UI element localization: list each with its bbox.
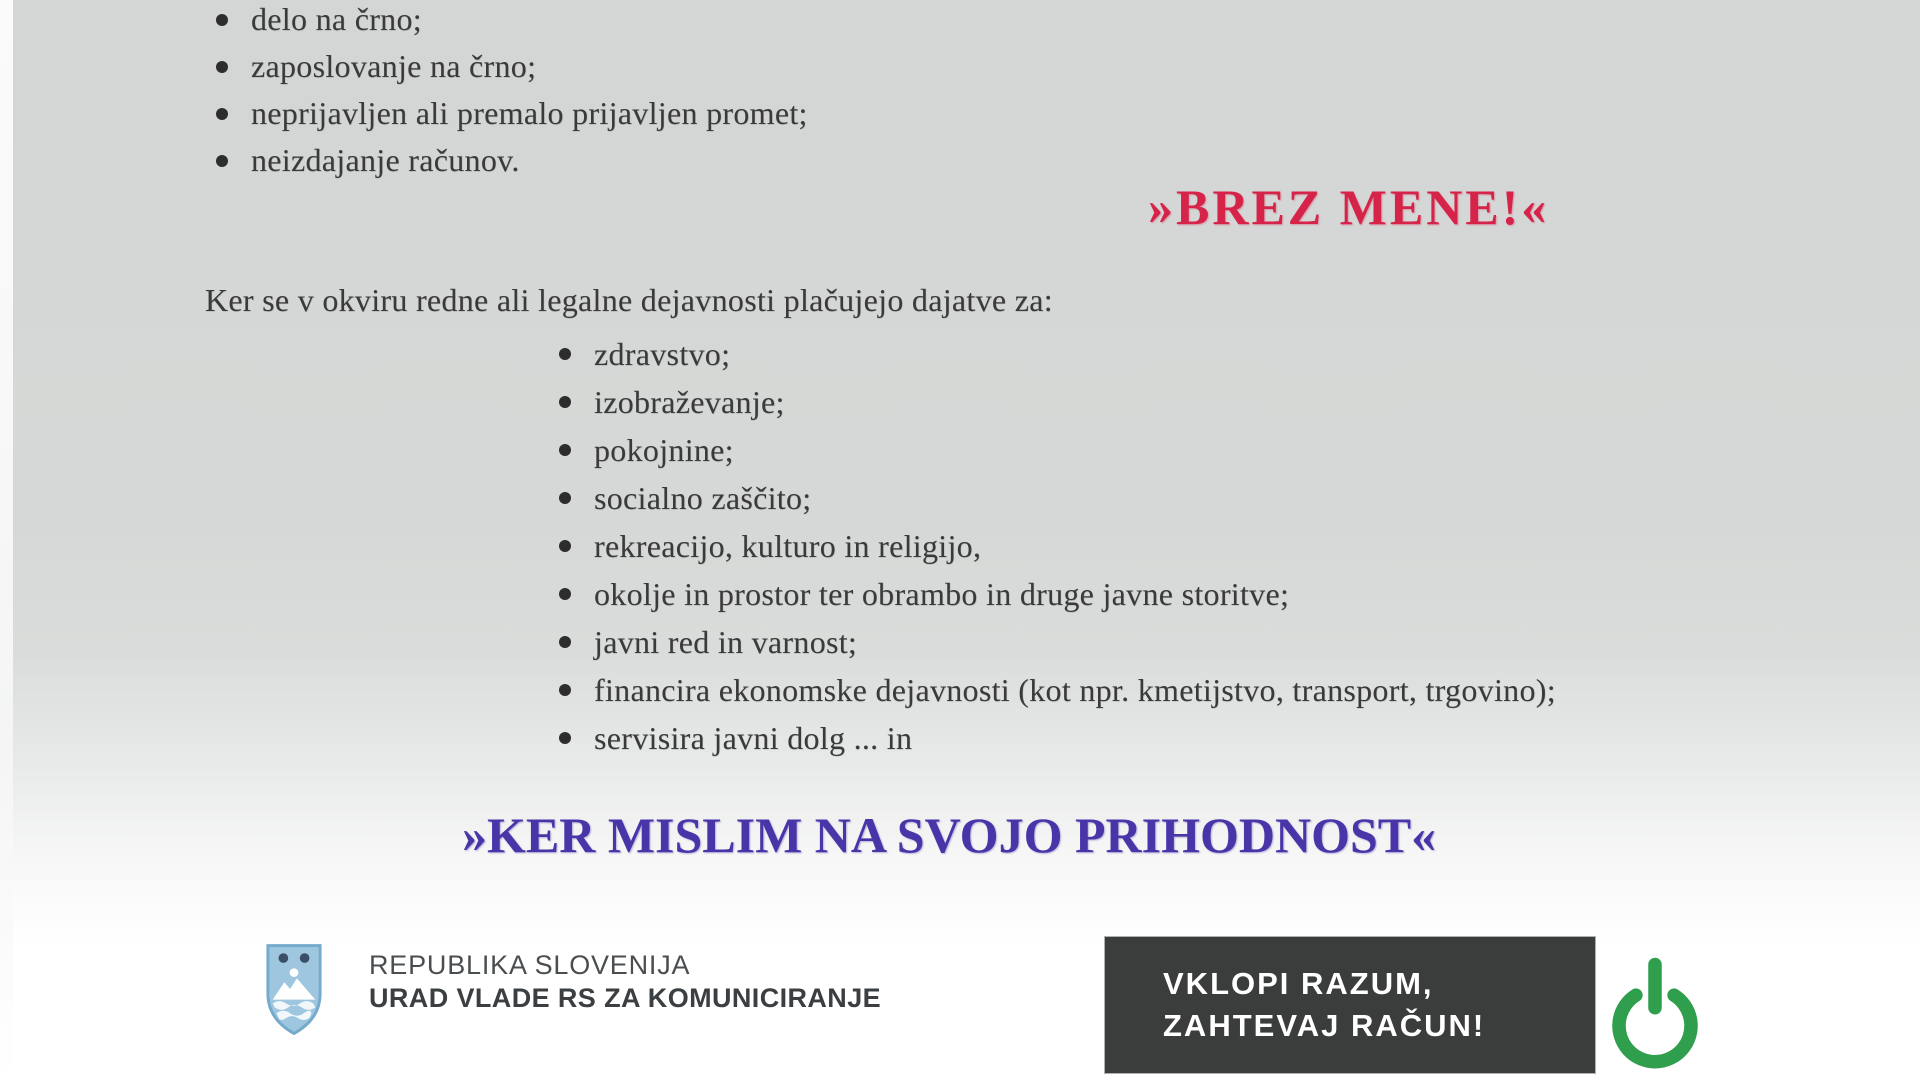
bullet-dot-icon <box>559 636 571 648</box>
list-item <box>548 618 1556 666</box>
slogan-ker-mislim: »KER MISLIM NA SVOJO PRIHODNOST« <box>462 807 1437 863</box>
list-item <box>205 43 808 90</box>
list-item-text: financira ekonomske dejavnosti (kot npr. kmetijstvo, transport, trgovino); <box>594 672 1556 708</box>
bullet-dot-icon <box>216 108 228 120</box>
slovenia-coat-of-arms-icon <box>265 943 323 1037</box>
list-item-text: delo na črno; <box>251 1 422 37</box>
list-item-text: javni red in varnost; <box>594 624 858 660</box>
bullet-dot-icon <box>559 348 571 360</box>
list-item <box>548 522 1556 570</box>
bullet-dot-icon <box>559 588 571 600</box>
government-logo-text <box>369 943 881 1015</box>
list-item <box>548 570 1556 618</box>
list-item <box>205 137 808 184</box>
urad-vlade-label: URAD VLADE RS ZA KOMUNICIRANJE <box>369 983 882 1013</box>
list-item <box>205 0 808 43</box>
bullet-dot-icon <box>559 540 571 552</box>
list-item <box>548 474 1556 522</box>
list-item <box>548 426 1556 474</box>
list-item <box>205 90 808 137</box>
list-item-text: izobraževanje; <box>594 384 785 420</box>
bullet-dot-icon <box>216 155 228 167</box>
slogan-brez-mene: »BREZ MENE!« <box>1148 179 1550 235</box>
bullet-dot-icon <box>216 14 228 26</box>
list-item <box>548 330 1556 378</box>
bullet-dot-icon <box>559 444 571 456</box>
bullet-dot-icon <box>559 396 571 408</box>
bullet-dot-icon <box>559 492 571 504</box>
list-item <box>548 666 1556 714</box>
illegal-activities-list <box>205 0 808 184</box>
list-item-text: neprijavljen ali premalo prijavljen promet; <box>251 95 808 131</box>
list-item-text: rekreacijo, kulturo in religijo, <box>594 528 982 564</box>
list-item <box>548 378 1556 426</box>
list-item-text: zdravstvo; <box>594 336 731 372</box>
government-logo <box>265 943 881 1037</box>
list-item-text: servisira javni dolg ... in <box>594 720 913 756</box>
public-services-list <box>548 330 1556 762</box>
badge-line1: VKLOPI RAZUM, <box>1163 966 1434 1001</box>
badge-line2: ZAHTEVAJ RAČUN! <box>1163 1008 1486 1043</box>
bullet-dot-icon <box>216 61 228 73</box>
scan-left-margin <box>0 0 13 1080</box>
intro-paragraph: Ker se v okviru redne ali legalne dejavnosti plačujejo dajatve za: <box>205 282 1053 318</box>
list-item-text: neizdajanje računov. <box>251 142 520 178</box>
list-item-text: pokojnine; <box>594 432 734 468</box>
list-item <box>548 714 1556 762</box>
list-item-text: zaposlovanje na črno; <box>251 48 537 84</box>
list-item-text: socialno zaščito; <box>594 480 812 516</box>
bullet-dot-icon <box>559 684 571 696</box>
power-icon <box>1610 953 1700 1075</box>
campaign-badge <box>1105 937 1595 1073</box>
republika-slovenija-label: REPUBLIKA SLOVENIJA <box>369 950 691 980</box>
list-item-text: okolje in prostor ter obrambo in druge javne storitve; <box>594 576 1290 612</box>
bullet-dot-icon <box>559 732 571 744</box>
